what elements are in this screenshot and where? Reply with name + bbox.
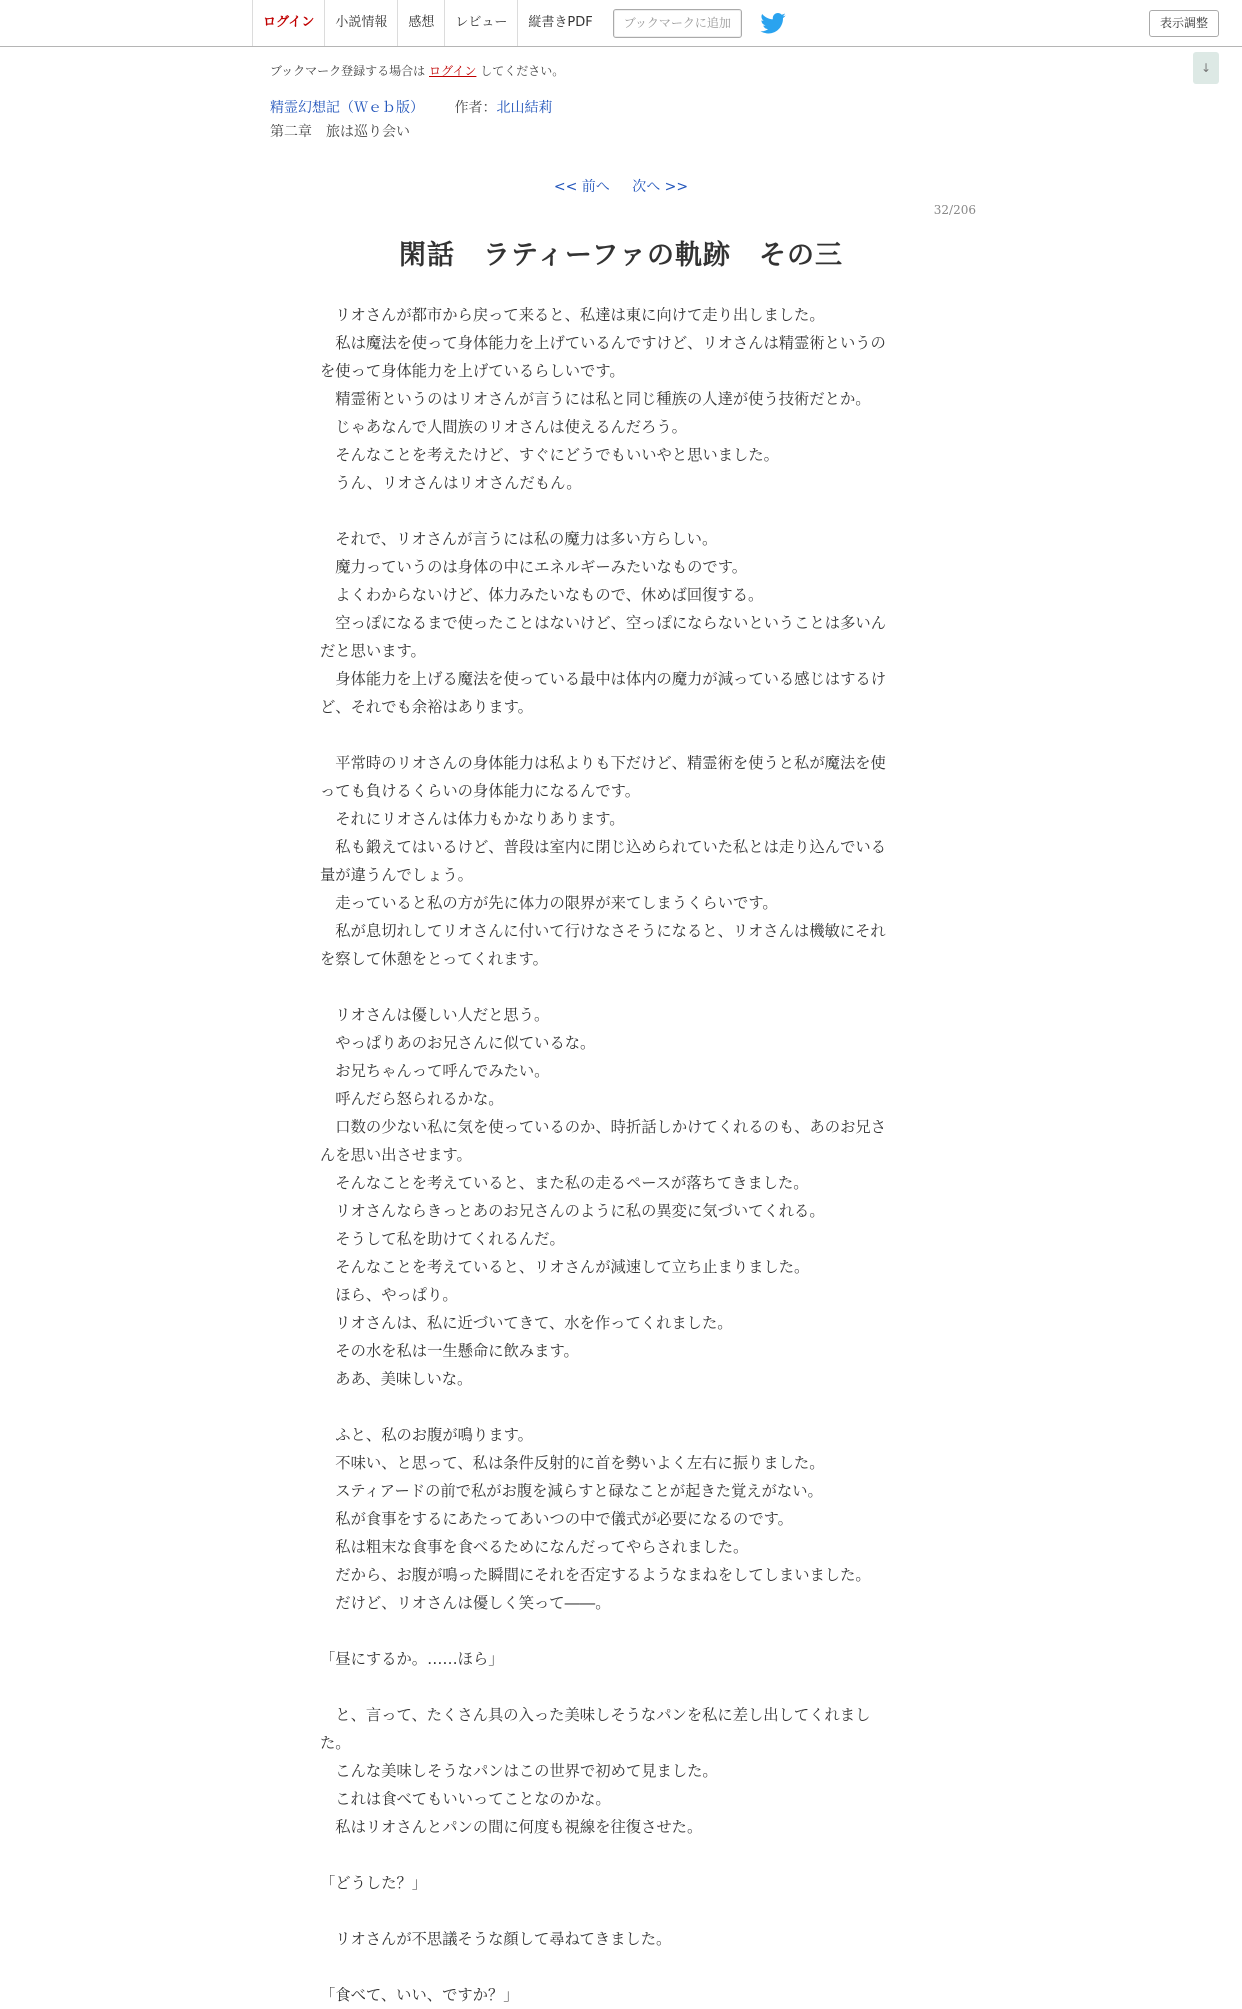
body-line: それで、リオさんが言うには私の魔力は多い方らしい。 xyxy=(320,530,718,548)
body-line: リオさんは優しい人だと思う。 xyxy=(320,1006,550,1024)
body-line: じゃあなんで人間族のリオさんは使えるんだろう。 xyxy=(320,418,687,436)
body-line xyxy=(320,1953,920,1981)
next-link[interactable]: 次へ >> xyxy=(632,179,689,195)
login-link[interactable]: ログイン xyxy=(252,0,324,46)
episode-subtitle: 閑話 ラティーファの軌跡 その三 xyxy=(399,240,843,271)
body-line xyxy=(320,1617,920,1645)
body-line: と、言って、たくさん具の入った美味しそうなパンを私に差し出してくれまし xyxy=(320,1706,871,1724)
body-line: リオさんが不思議そうな顔して尋ねてきました。 xyxy=(320,1930,672,1948)
body-line: っても負けるくらいの身体能力になるんです。 xyxy=(320,782,641,800)
body-line xyxy=(320,1841,920,1869)
body-line: そんなことを考えたけど、すぐにどうでもいいやと思いました。 xyxy=(320,446,779,464)
body-line: そうして私を助けてくれるんだ。 xyxy=(320,1230,565,1248)
notice-login-link[interactable]: ログイン xyxy=(429,64,477,78)
body-line: ど、それでも余裕はあります。 xyxy=(320,698,533,716)
body-line: うん、リオさんはリオさんだもん。 xyxy=(320,474,582,492)
review-link[interactable]: レビュー xyxy=(444,0,517,46)
body-line: を使って身体能力を上げているらしいです。 xyxy=(320,362,625,380)
body-line: だと思います。 xyxy=(320,642,426,660)
impressions-link[interactable]: 感想 xyxy=(397,0,444,46)
author-label: 作者： xyxy=(454,100,497,116)
body-line: 私は粗末な食事を食べるためになんだってやらされました。 xyxy=(320,1538,749,1556)
body-line: ふと、私のお腹が鳴ります。 xyxy=(320,1426,533,1444)
novel-title-link[interactable]: 精霊幻想記（Ｗｅｂ版） xyxy=(270,100,424,116)
body-line: だから、お腹が鳴った瞬間にそれを否定するようなまねをしてしまいました。 xyxy=(320,1566,871,1584)
body-line xyxy=(320,1897,920,1925)
body-line: 不味い、と思って、私は条件反射的に首を勢いよく左右に振りました。 xyxy=(320,1454,825,1472)
episode-body xyxy=(320,301,920,2009)
body-line xyxy=(320,1393,920,1421)
scroll-down-button[interactable]: ↓ xyxy=(1193,52,1219,84)
body-line: 走っていると私の方が先に体力の限界が来てしまうくらいです。 xyxy=(320,894,778,912)
body-line: 「昼にするか。……ほら」 xyxy=(320,1650,504,1668)
notice-prefix: ブックマーク登録する場合は xyxy=(270,64,426,78)
body-line: やっぱりあのお兄さんに似ているな。 xyxy=(320,1034,596,1052)
body-line: を察して休憩をとってくれます。 xyxy=(320,950,548,968)
body-line: そんなことを考えていると、リオさんが減速して立ち止まりました。 xyxy=(320,1258,810,1276)
body-line: 私が食事をするにあたってあいつの中で儀式が必要になるのです。 xyxy=(320,1510,793,1528)
body-line: 魔力っていうのは身体の中にエネルギーみたいなものです。 xyxy=(320,558,748,576)
prev-link[interactable]: << 前へ xyxy=(553,179,610,195)
body-line: ほら、やっぱり。 xyxy=(320,1286,458,1304)
body-line: 私も鍛えてはいるけど、普段は室内に閉じ込められていた私とは走り込んでいる xyxy=(320,838,886,856)
author-link[interactable]: 北山結莉 xyxy=(496,100,553,116)
twitter-icon[interactable] xyxy=(760,12,786,34)
body-line: よくわからないけど、体力みたいなもので、休めば回復する。 xyxy=(320,586,764,604)
novel-info-link[interactable]: 小説情報 xyxy=(324,0,397,46)
body-line: た。 xyxy=(320,1734,351,1752)
body-line: 私は魔法を使って身体能力を上げているんですけど、リオさんは精霊術というの xyxy=(320,334,886,352)
body-line: リオさんが都市から戻って来ると、私達は東に向けて走り出しました。 xyxy=(320,306,825,324)
body-line: んを思い出させます。 xyxy=(320,1146,472,1164)
novel-header xyxy=(270,97,552,117)
vertical-pdf-link[interactable]: 縦書きPDF xyxy=(517,0,602,46)
body-line: 空っぽになるまで使ったことはないけど、空っぽにならないということは多いん xyxy=(320,614,886,632)
body-line: 私はリオさんとパンの間に何度も視線を往復させた。 xyxy=(320,1818,703,1836)
body-line: ああ、美味しいな。 xyxy=(320,1370,473,1388)
body-line: 精霊術というのはリオさんが言うには私と同じ種族の人達が使う技術だとか。 xyxy=(320,390,871,408)
body-line: 平常時のリオさんの身体能力は私よりも下だけど、精霊術を使うと私が魔法を使 xyxy=(320,754,886,772)
body-line xyxy=(320,1673,920,1701)
add-bookmark-button[interactable]: ブックマークに追加 xyxy=(613,9,742,38)
nav-menu xyxy=(252,0,786,46)
episode-pager xyxy=(0,176,1242,196)
body-line: リオさんは、私に近づいてきて、水を作ってくれました。 xyxy=(320,1314,733,1332)
body-line: だけど、リオさんは優しく笑って――。 xyxy=(320,1594,611,1612)
body-line: リオさんならきっとあのお兄さんのように私の異変に気づいてくれる。 xyxy=(320,1202,825,1220)
body-line: お兄ちゃんって呼んでみたい。 xyxy=(320,1062,550,1080)
display-settings-button[interactable]: 表示調整 xyxy=(1149,10,1219,37)
body-line: これは食べてもいいってことなのかな。 xyxy=(320,1790,611,1808)
body-line: その水を私は一生懸命に飲みます。 xyxy=(320,1342,579,1360)
body-line: 「どうした？」 xyxy=(320,1874,428,1892)
body-line: そんなことを考えていると、また私の走るペースが落ちてきました。 xyxy=(320,1174,809,1192)
body-line: 私が息切れしてリオさんに付いて行けなさそうになると、リオさんは機敏にそれ xyxy=(320,922,886,940)
body-line: 「食べて、いい、ですか？」 xyxy=(320,1986,519,2004)
body-line: 身体能力を上げる魔法を使っている最中は体内の魔力が減っている感じはするけ xyxy=(320,670,886,688)
body-line: それにリオさんは体力もかなりあります。 xyxy=(320,810,625,828)
body-line: 口数の少ない私に気を使っているのか、時折話しかけてくれるのも、あのお兄さ xyxy=(320,1118,886,1136)
episode-count: 32/206 xyxy=(933,203,976,217)
body-line: 呼んだら怒られるかな。 xyxy=(320,1090,504,1108)
top-navigation-bar xyxy=(0,0,1242,47)
body-line xyxy=(320,497,920,525)
chapter-title: 第二章 旅は巡り会い xyxy=(270,124,410,140)
body-line: こんな美味しそうなパンはこの世界で初めて見ました。 xyxy=(320,1762,718,1780)
notice-suffix: してください。 xyxy=(480,64,565,78)
body-line xyxy=(320,721,920,749)
body-line: 量が違うんでしょう。 xyxy=(320,866,473,884)
body-line: スティアードの前で私がお腹を減らすと碌なことが起きた覚えがない。 xyxy=(320,1482,823,1500)
bookmark-login-notice xyxy=(270,62,564,79)
body-line xyxy=(320,973,920,1001)
